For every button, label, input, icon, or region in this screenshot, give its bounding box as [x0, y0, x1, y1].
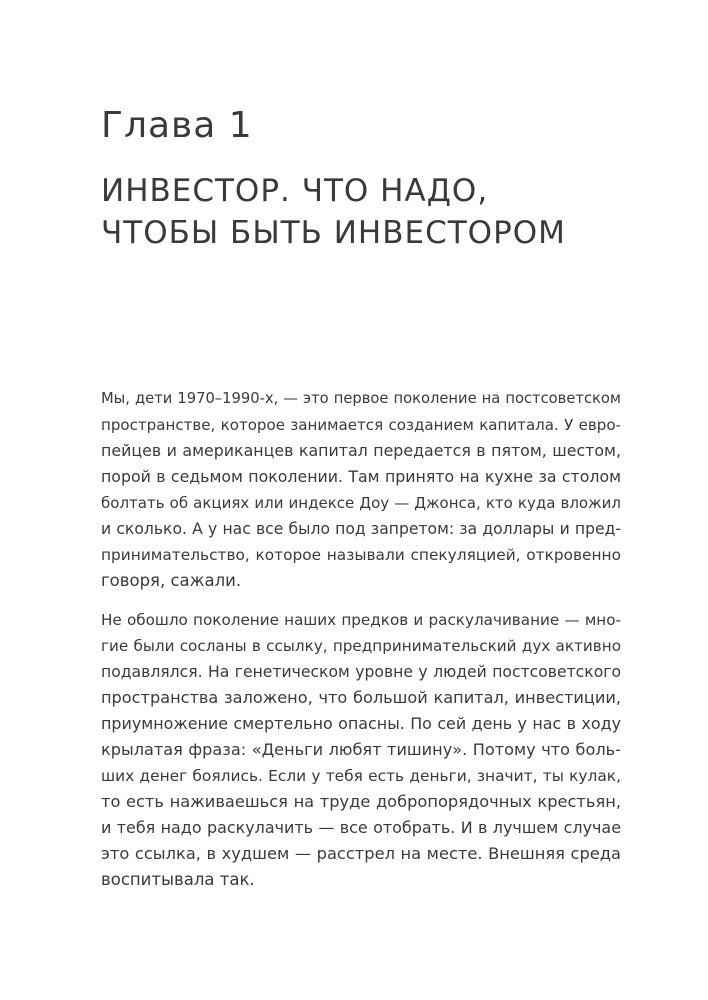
- text-line: порой в седьмом поколении. Там принято на кухне за столом: [101, 467, 621, 486]
- chapter-title-line: ИНВЕСТОР. ЧТО НАДО,: [101, 173, 489, 209]
- chapter-title-line: ЧТОБЫ БЫТЬ ИНВЕСТОРОМ: [101, 215, 566, 251]
- chapter-body: [101, 386, 621, 906]
- paragraph: [101, 386, 621, 594]
- text-line: говоря, сажали.: [101, 571, 242, 590]
- text-line: пространстве, которое занимается созданием капитала. У евро-: [101, 416, 621, 434]
- text-line: принимательство, которое называли спекуляцией, откровенно: [101, 546, 621, 564]
- text-line: и сколько. А у нас все было под запретом: за доллары и пред-: [101, 520, 621, 538]
- chapter-title: [101, 170, 566, 254]
- text-line: приумножение смертельно опасны. По сей день у нас в ходу: [101, 714, 621, 733]
- text-line: воспитывала так.: [101, 870, 255, 889]
- text-line: пространства заложено, что большой капитал, инвестиции,: [101, 688, 621, 707]
- text-line: это ссылка, в худшем — расстрел на месте. Внешняя среда: [101, 844, 621, 863]
- text-line: ших денег боялись. Если у тебя есть деньги, значит, ты кулак,: [101, 767, 621, 785]
- text-line: и тебя надо раскулачить — все отобрать. И в лучшем случае: [101, 818, 621, 837]
- text-line: гие были сосланы в ссылку, предпринимательский дух активно: [101, 637, 621, 655]
- text-line: то есть наживаешься на труде добропорядочных крестьян,: [101, 792, 621, 811]
- text-line: пейцев и американцев капитал передается в пятом, шестом,: [101, 441, 621, 460]
- text-line: Не обошло поколение наших предков и раскулачивание — мно-: [101, 611, 621, 629]
- paragraph: [101, 607, 621, 893]
- text-line: крылатая фраза: «Деньги любят тишину». Потому что боль-: [101, 740, 621, 759]
- text-line: Мы, дети 1970–1990-х, — это первое поколение на постсоветском: [101, 390, 621, 407]
- text-line: подавлялся. На генетическом уровне у людей постсоветского: [101, 663, 621, 681]
- text-line: болтать об акциях или индексе Доу — Джонса, кто куда вложил: [101, 494, 621, 512]
- chapter-label: Глава 1: [101, 105, 253, 146]
